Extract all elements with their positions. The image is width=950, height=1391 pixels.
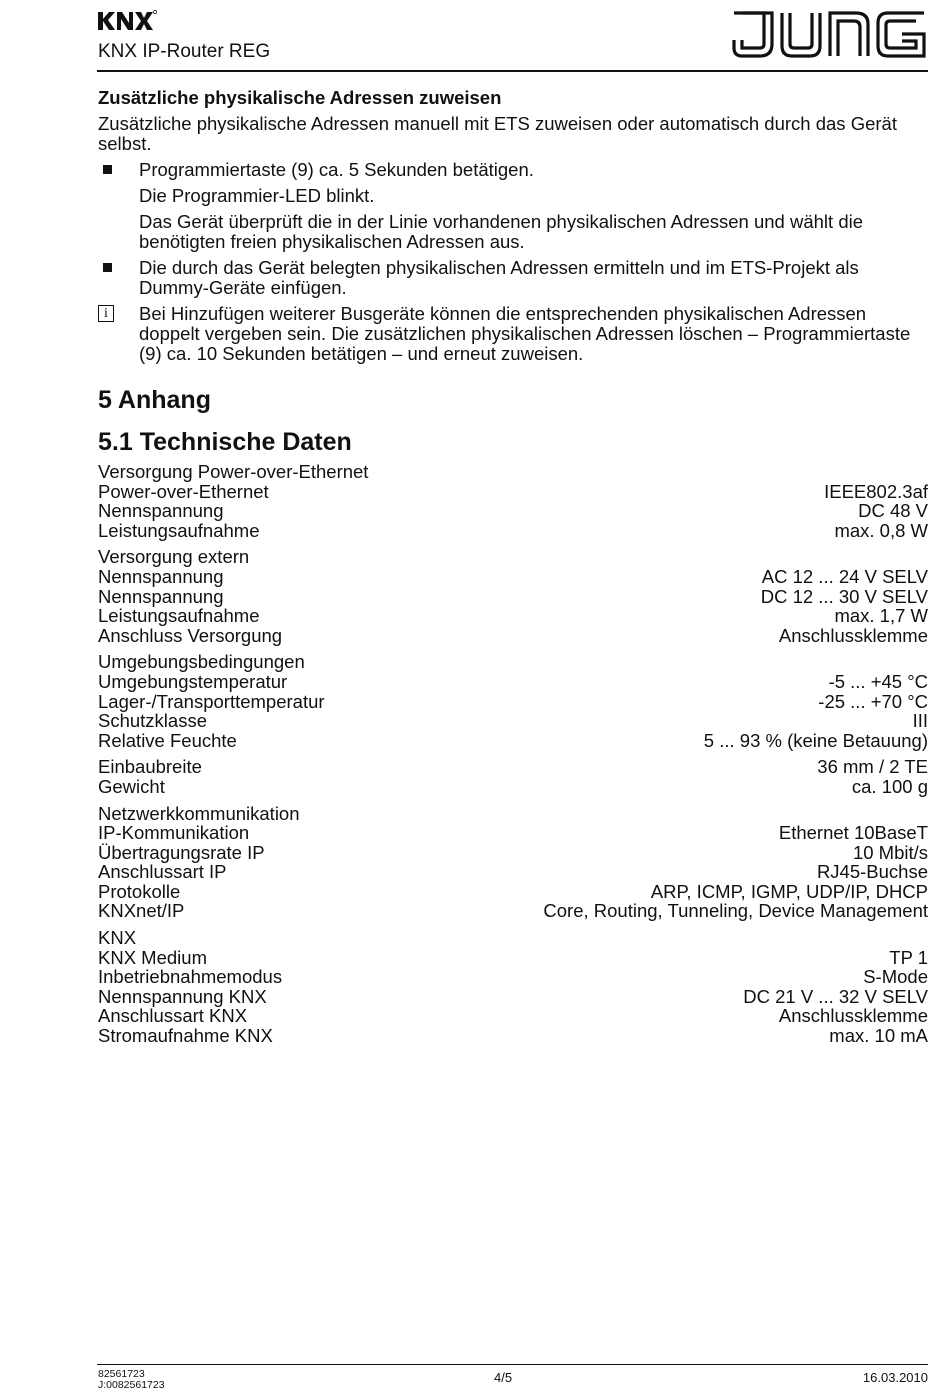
spec-group-title: Versorgung Power-over-Ethernet bbox=[98, 461, 369, 482]
spec-label: KNXnet/IP bbox=[98, 900, 185, 922]
spec-value: ca. 100 g bbox=[851, 775, 928, 797]
spec-row bbox=[98, 626, 928, 646]
spec-row bbox=[98, 1006, 928, 1026]
spec-label: Nennspannung bbox=[98, 565, 224, 587]
spec-row bbox=[98, 587, 928, 607]
spec-row bbox=[98, 777, 928, 797]
spec-group bbox=[98, 757, 928, 796]
page-number: 4/5 bbox=[494, 1370, 513, 1385]
spec-row bbox=[98, 672, 928, 692]
spec-label: Gewicht bbox=[98, 775, 165, 797]
spec-label: Leistungsaufnahme bbox=[98, 605, 260, 627]
footer-divider bbox=[97, 1364, 928, 1365]
spec-label: Übertragungsrate IP bbox=[98, 841, 265, 863]
spec-value: -25 ... +70 °C bbox=[818, 690, 928, 712]
spec-value: 10 Mbit/s bbox=[852, 841, 928, 863]
spec-label: Anschlussart IP bbox=[98, 861, 227, 883]
spec-value: max. 10 mA bbox=[829, 1025, 928, 1047]
spec-value: 36 mm / 2 TE bbox=[817, 756, 928, 778]
spec-row bbox=[98, 862, 928, 882]
spec-row bbox=[98, 606, 928, 626]
spec-row bbox=[98, 882, 928, 902]
document-date: 16.03.2010 bbox=[862, 1370, 928, 1385]
spec-group bbox=[98, 652, 928, 750]
spec-label: Relative Feuchte bbox=[98, 729, 237, 751]
spec-label: Inbetriebnahmemodus bbox=[98, 966, 283, 988]
spec-label: Anschluss Versorgung bbox=[98, 624, 283, 646]
subsection-heading: 5.1 Technische Daten bbox=[98, 428, 352, 456]
page-content bbox=[98, 88, 928, 1053]
bullet-item bbox=[98, 258, 928, 298]
spec-label: Einbaubreite bbox=[98, 756, 202, 778]
spec-value: TP 1 bbox=[889, 946, 928, 968]
spec-row bbox=[98, 692, 928, 712]
spec-value: Anschlussklemme bbox=[778, 624, 928, 646]
spec-row bbox=[98, 1026, 928, 1046]
spec-label: Leistungsaufnahme bbox=[98, 519, 260, 541]
spec-label: Lager-/Transporttemperatur bbox=[98, 690, 325, 712]
intro-paragraph: Zusätzliche physikalische Adressen manuell mit ETS zuweisen oder automatisch durch das Gerät selbst. bbox=[98, 113, 897, 154]
knx-logo bbox=[97, 8, 157, 34]
jung-brand-logo bbox=[730, 10, 928, 60]
spec-value: max. 1,7 W bbox=[834, 605, 928, 627]
spec-row bbox=[98, 521, 928, 541]
order-number: 82561723 bbox=[98, 1368, 145, 1380]
spec-row bbox=[98, 482, 928, 502]
spec-row bbox=[98, 823, 928, 843]
spec-value: max. 0,8 W bbox=[834, 519, 928, 541]
result-item bbox=[98, 212, 928, 252]
spec-value: III bbox=[912, 710, 928, 732]
spec-label: Nennspannung KNX bbox=[98, 985, 267, 1007]
spec-value: Ethernet 10BaseT bbox=[778, 822, 928, 844]
spec-value: RJ45-Buchse bbox=[816, 861, 928, 883]
bullet-square-icon bbox=[103, 263, 112, 272]
result-text: Das Gerät überprüft die in der Linie vorhandenen physikalischen Adressen und wählt die benötigten freien physikalischen Adressen aus. bbox=[139, 211, 864, 252]
spec-group bbox=[98, 928, 928, 1046]
result-item bbox=[98, 186, 928, 206]
spec-value: Core, Routing, Tunneling, Device Management bbox=[543, 900, 928, 922]
spec-group-title: Netzwerkkommunikation bbox=[98, 802, 300, 824]
info-text: Bei Hinzufügen weiterer Busgeräte können die entsprechenden physikalischen Adressen doppelt vergeben sein. Die zusätzlichen physikalischen Adressen löschen – Programmiertaste (9) ca. 10 Sekunden betätigen – und erneut zuweisen. bbox=[139, 303, 911, 364]
spec-label: Protokolle bbox=[98, 880, 181, 902]
spec-group bbox=[98, 547, 928, 645]
spec-label: Power-over-Ethernet bbox=[98, 480, 269, 502]
spec-value: Anschlussklemme bbox=[778, 1005, 928, 1027]
bullet-text: Programmiertaste (9) ca. 5 Sekunden betätigen. bbox=[139, 159, 534, 180]
spec-row bbox=[98, 731, 928, 751]
spec-label: Umgebungstemperatur bbox=[98, 670, 288, 692]
spec-group bbox=[98, 804, 928, 922]
spec-row bbox=[98, 901, 928, 921]
spec-group-title: Umgebungsbedingungen bbox=[98, 651, 305, 673]
spec-row bbox=[98, 501, 928, 521]
spec-group-title: Versorgung extern bbox=[98, 546, 250, 568]
bullet-square-icon bbox=[103, 165, 112, 174]
spec-value: DC 21 V ... 32 V SELV bbox=[743, 985, 928, 1007]
technical-data-list bbox=[98, 462, 928, 1046]
spec-label: Anschlussart KNX bbox=[98, 1005, 248, 1027]
spec-value: ARP, ICMP, IGMP, UDP/IP, DHCP bbox=[650, 880, 928, 902]
info-icon: i bbox=[98, 305, 114, 322]
spec-row bbox=[98, 711, 928, 731]
spec-row bbox=[98, 967, 928, 987]
spec-value: DC 12 ... 30 V SELV bbox=[760, 585, 928, 607]
bullet-item bbox=[98, 160, 928, 180]
document-title: KNX IP-Router REG bbox=[98, 41, 271, 62]
page-header bbox=[0, 0, 950, 80]
spec-label: Nennspannung bbox=[98, 500, 224, 522]
job-number: J:0082561723 bbox=[98, 1379, 165, 1391]
spec-value: IEEE802.3af bbox=[824, 480, 928, 502]
spec-row bbox=[98, 987, 928, 1007]
spec-value: DC 48 V bbox=[858, 500, 928, 522]
bullet-text: Die durch das Gerät belegten physikalischen Adressen ermitteln und im ETS-Projekt als Dummy-Geräte einfügen. bbox=[139, 257, 859, 298]
spec-label: Stromaufnahme KNX bbox=[98, 1025, 273, 1047]
spec-value: AC 12 ... 24 V SELV bbox=[761, 565, 928, 587]
spec-label: Nennspannung bbox=[98, 585, 224, 607]
spec-value: -5 ... +45 °C bbox=[828, 670, 928, 692]
header-divider bbox=[97, 70, 928, 72]
spec-row bbox=[98, 843, 928, 863]
spec-label: KNX Medium bbox=[98, 946, 207, 968]
spec-group bbox=[98, 462, 928, 540]
spec-value: 5 ... 93 % (keine Betauung) bbox=[703, 729, 928, 751]
spec-label: IP-Kommunikation bbox=[98, 822, 250, 844]
spec-group-title: KNX bbox=[98, 927, 137, 949]
spec-value: S-Mode bbox=[863, 966, 928, 988]
spec-row bbox=[98, 567, 928, 587]
spec-row bbox=[98, 757, 928, 777]
result-text: Die Programmier-LED blinkt. bbox=[139, 185, 375, 206]
spec-row bbox=[98, 948, 928, 968]
info-note bbox=[98, 304, 928, 364]
section-heading: Zusätzliche physikalische Adressen zuweisen bbox=[98, 87, 502, 108]
chapter-heading: 5 Anhang bbox=[98, 386, 211, 414]
spec-label: Schutzklasse bbox=[98, 710, 207, 732]
